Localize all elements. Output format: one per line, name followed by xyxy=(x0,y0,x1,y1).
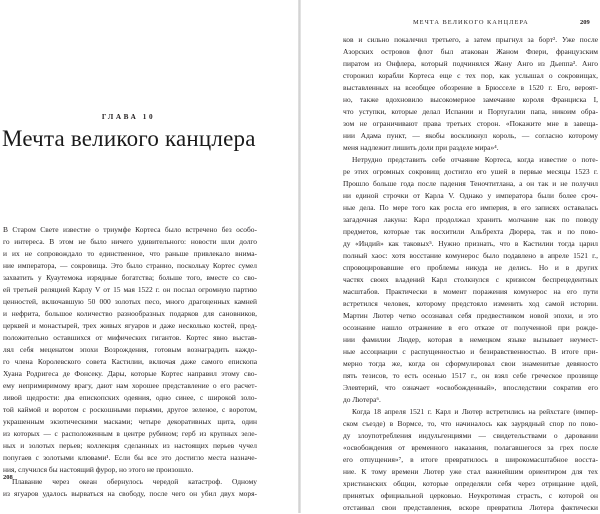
text-line: из которых — с расположенным в центре рубином; герб из крупных зеле- xyxy=(3,429,257,438)
text-line: го интереса. В этом не было ничего удивительного: новости шли долго xyxy=(3,237,257,246)
text-line: и их не сопровождало то единственное, что раньше привлекало внима- xyxy=(3,249,257,258)
text-line: ние императора, — сокровища. Это было странно, поскольку Кортес сумел xyxy=(3,261,257,270)
text-line: пять тезисов, то есть осенью 1517 г., он взял себе греческое прозвище xyxy=(343,371,598,380)
text-line: что уступки, которые делал Испании и Португалии папа, никоим обра- xyxy=(343,107,598,116)
text-line: «освобождения от временного наказания, полагавшегося за грех после xyxy=(343,443,598,452)
text-line: церквей и монастырей, трех живых ягуаров и даже несколько костей, пред- xyxy=(3,321,257,330)
text-line: пиратом из Онфлера, который подчинялся Жану Анго из Дьеппа³. Анго xyxy=(343,59,598,68)
text-line: ском съезде) в Вормсе, то, что начиналось как заурядный спор по пово- xyxy=(343,419,598,428)
text-line: ные ассоциации с распущенностью и безнравственностью. В итоге при- xyxy=(343,347,598,356)
running-head: МЕЧТА ВЕЛИКОГО КАНЦЛЕРА xyxy=(413,19,529,26)
chapter-label: ГЛАВА 10 xyxy=(101,113,156,121)
left-page-body xyxy=(3,224,257,500)
text-line: масштабов. Практически в момент поражения комунерос на его пути xyxy=(343,287,598,296)
text-line: Элевтерий, что означает «освобожденный», впоследствии сократив его xyxy=(343,383,598,392)
text-line: и нефрита, большое количество разнообразных подарков для сановников, xyxy=(3,309,257,318)
text-line: частях своих владений Карл столкнулся с кризисом беспрецедентных xyxy=(343,275,598,284)
text-line: выставленных на всеобщее обозрение в Брюсселе в 1520 г. Его, вероят- xyxy=(343,83,598,92)
text-line: зом не ограничивают права третьих сторон. «Покажите мне в завеща- xyxy=(343,119,598,128)
text-line: полный хаос: хотя восстание комунерос было подавлено в апреле 1521 г., xyxy=(343,251,598,260)
page-number-right: 209 xyxy=(580,19,590,26)
page-number-left: 208 xyxy=(3,474,13,481)
text-line: ей третьей реляцией Карлу V от 15 мая 1522 г. он послал огромную партию xyxy=(3,285,257,294)
text-line: Прошло больше года после падения Теночтитлана, а он так и не получил xyxy=(343,179,598,188)
text-line: попугаев с золотыми клювами¹. Если бы все это достигло места назначе- xyxy=(3,453,257,462)
text-line: нии Адама пункт, — якобы воскликнул король, — согласно которому xyxy=(343,131,598,140)
text-line: Азорских островов флот был атакован Жаном Флери, французским xyxy=(343,47,598,56)
text-line: ду «Индий» как таковых⁵. Нужно признать, что в Кастилии тогда царил xyxy=(343,239,598,248)
text-line: спровоцировавшие его проблемы никуда не делись. Но и в других xyxy=(343,263,598,272)
text-line: ему непримиримому врагу, дают нам хорошее представление о его расчет- xyxy=(3,381,257,390)
text-line: Хуана Родригеса де Фонсеку. Дары, которые Кортес направил этому сво- xyxy=(3,369,257,378)
left-page xyxy=(0,0,299,513)
text-line: го члена Королевского совета Кастилии, включая даже самого епископа xyxy=(3,357,257,366)
text-line: загадочная лакуна: Карл продолжал хранить молчание как по поводу xyxy=(343,215,598,224)
text-line: ных и золотых перьев; коллекция сделанных из настоящих перьев чучел xyxy=(3,441,257,450)
text-line: предметов, которые так восхитили Альбрехта Дюрера, так и по пово- xyxy=(343,227,598,236)
text-line: ре этих огромных сокровищ достигло его ушей в первые месяцы 1523 г. xyxy=(343,167,598,176)
text-line: сторожил корабли Кортеса еще с тех пор, как услышал о сокровищах, xyxy=(343,71,598,80)
text-line: ние. К тому времени Лютер уже стал важнейшим ориентиром для тех xyxy=(343,467,598,476)
text-line: его отпущения»⁷, в итоге превратилось в широкомасштабное восста- xyxy=(343,455,598,464)
text-line: украшенным экзотическими масками; четыре декоративных щита, один xyxy=(3,417,257,426)
text-line: положительно оставшихся от мифических гигантов. Кортес явно выстав- xyxy=(3,333,257,342)
text-line: ценностей, включавшую 50 000 золотых песо, много драгоценных камней xyxy=(3,297,257,306)
text-line: христианских общин, которые определяли себя через отрицание идей, xyxy=(343,479,598,488)
right-page-body xyxy=(343,34,598,514)
text-line: захватить у Куаутемока изрядные богатства; больше того, вместе со сво- xyxy=(3,273,257,282)
text-line: ни единой строчки от Карла V. Однако у императора были более сроч- xyxy=(343,191,598,200)
text-line: Когда 18 апреля 1521 г. Карл и Лютер встретились на рейхстаге (импер- xyxy=(352,407,598,416)
text-line: Нетрудно представить себе отчаяние Кортеса, когда известие о поте- xyxy=(352,155,598,164)
text-line: нии фамилии Людер, которая в немецком языке вызывает неумест- xyxy=(343,335,598,344)
text-line: мерно тогда же, когда он сформулировал свои знаменитые девяносто xyxy=(343,359,598,368)
text-line: принятых официальной церковью. Неукротимая страсть, с которой он xyxy=(343,491,598,500)
text-line: до Лютера⁶. xyxy=(343,395,381,404)
text-line: ков и сильно покалечил третьего, а затем прыгнул за борт². Уже после xyxy=(343,35,598,44)
text-line: отстаивал свои представления, вскоре превратила Лютера фактически xyxy=(343,503,598,512)
text-line: но, также вдохновило высокомерное замечание короля Франциска I, xyxy=(343,95,598,104)
text-line: той каймой и воротом с роскошными перьями, другое зеленое, с воротом, xyxy=(3,405,257,414)
text-line: Плавание через океан обернулось чередой катастроф. Одному xyxy=(12,477,257,486)
text-line: лял себя меценатом эпохи Возрождения, готовым вознаградить каждо- xyxy=(3,345,257,354)
text-line: ния, случился бы настоящий фурор, но этого не произошло. xyxy=(3,465,194,474)
text-line: ливой щедрости: два епископских одеяния, одно синее, с широкой золо- xyxy=(3,393,257,402)
text-line: встретился человек, которому предстояло изменить ход самой истории. xyxy=(343,299,598,308)
text-line: Мартин Лютер четко осознавал себя предвестником новой эпохи, и это xyxy=(343,311,598,320)
text-line: В Старом Свете известие о триумфе Кортеса было встречено без особо- xyxy=(3,225,257,234)
chapter-title: Мечта великого канцлера xyxy=(2,126,256,151)
text-line: меня надлежит лишить доли при разделе мира»⁴. xyxy=(343,143,499,152)
text-line: осознание нашло отражение в его отказе от полученной при рожде- xyxy=(343,323,598,332)
text-line: ду злоупотребления индульгенциями — свидетельствами о даровании xyxy=(343,431,598,440)
text-line: из ягуаров удалось вырваться на свободу, после чего он убил двух моря- xyxy=(3,489,257,498)
text-line: ные дела. По мере того как росла его империя, в его записях оставалась xyxy=(343,203,598,212)
